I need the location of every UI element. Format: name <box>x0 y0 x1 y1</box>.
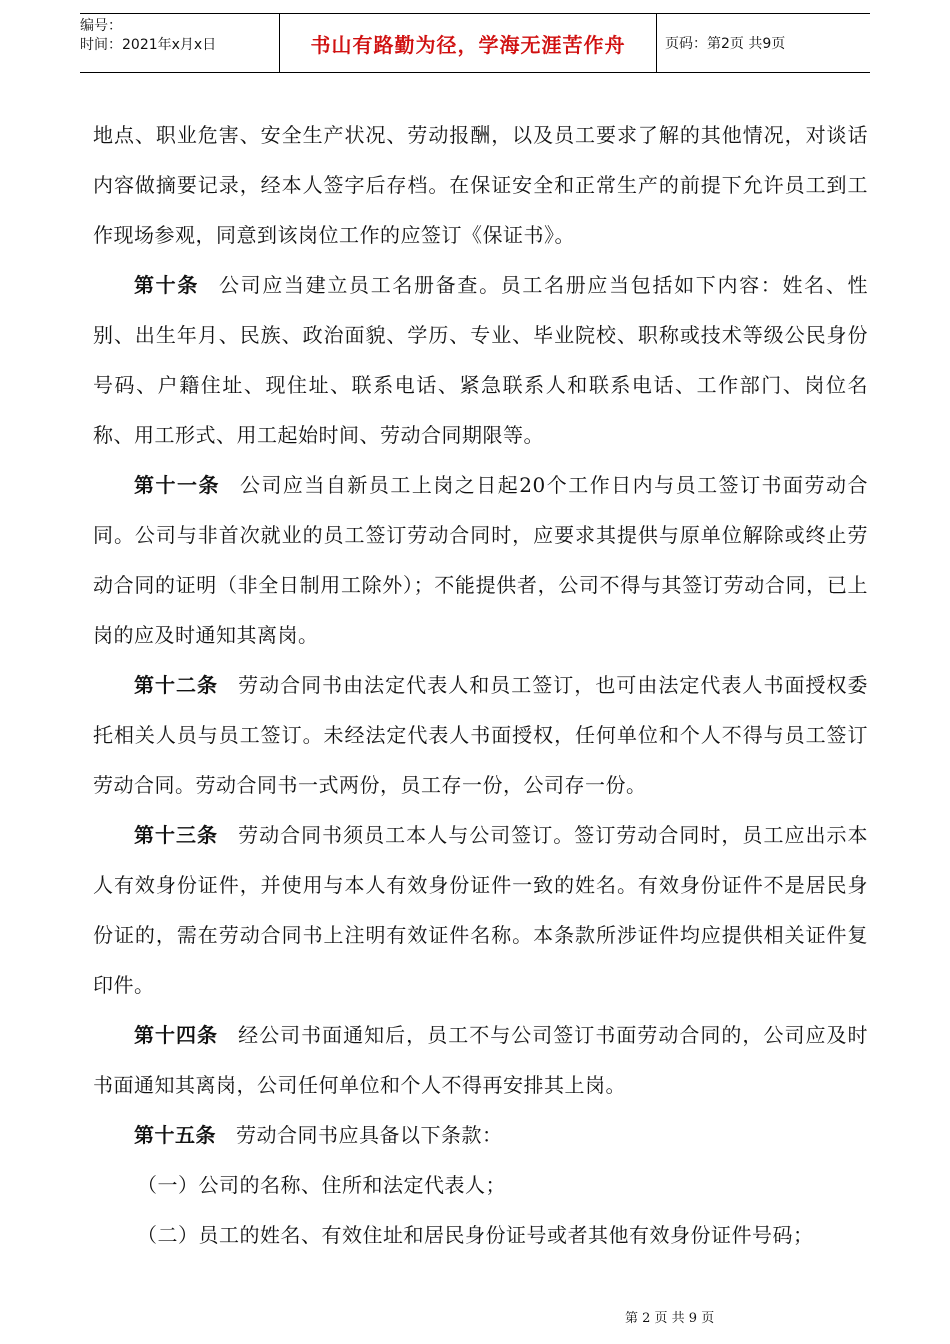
article-title: 第十三条 <box>134 823 219 847</box>
header-meta <box>80 14 280 72</box>
article-text: 公司应当自新员工上岗之日起20个工作日内与员工签订书面劳动合同。公司与非首次就业的员工签订劳动合同时，应要求其提供与原单位解除或终止劳动合同的证明（非全日制用工除外）；不能提供者，公司不得与其签订劳动合同，已上岗的应及时通知其离岗。 <box>93 473 869 647</box>
article-text: 经公司书面通知后，员工不与公司签订书面劳动合同的，公司应及时书面通知其离岗，公司任何单位和个人不得再安排其上岗。 <box>93 1023 869 1097</box>
list-item: （二）员工的姓名、有效住址和居民身份证号或者其他有效身份证件号码； <box>137 1223 814 1247</box>
article-title: 第十一条 <box>134 473 220 497</box>
document-body <box>93 110 868 1260</box>
article-text: 劳动合同书由法定代表人和员工签订，也可由法定代表人书面授权委托相关人员与员工签订。未经法定代表人书面授权，任何单位和个人不得与员工签订劳动合同。劳动合同书一式两份，员工存一份，公司存一份。 <box>93 673 869 797</box>
article-10 <box>93 260 868 460</box>
header-time-label: 时间：2021年x月x日 <box>80 37 217 53</box>
article-14 <box>93 1010 868 1110</box>
article-11 <box>93 460 868 660</box>
list-item: （一）公司的名称、住所和法定代表人； <box>137 1173 506 1197</box>
article-12 <box>93 660 868 810</box>
article-title: 第十五条 <box>134 1123 216 1147</box>
article-text: 公司应当建立员工名册备查。员工名册应当包括如下内容：姓名、性别、出生年月、民族、政治面貌、学历、专业、毕业院校、职称或技术等级公民身份号码、户籍住址、现住址、联系电话、紧急联系人和联系电话、工作部门、岗位名称、用工形式、用工起始时间、劳动合同期限等。 <box>93 273 868 447</box>
article-title: 第十四条 <box>134 1023 219 1047</box>
continuation-paragraph: 地点、职业危害、安全生产状况、劳动报酬，以及员工要求了解的其他情况，对谈话内容做摘要记录，经本人签字后存档。在保证安全和正常生产的前提下允许员工到工作现场参观，同意到该岗位工作的应签订《保证书》。 <box>93 123 868 247</box>
article-text: 劳动合同书须员工本人与公司签订。签订劳动合同时，员工应出示本人有效身份证件，并使用与本人有效身份证件一致的姓名。有效身份证件不是居民身份证的，需在劳动合同书上注明有效证件名称。本条款所涉证件均应提供相关证件复印件。 <box>93 823 869 997</box>
header-page-info: 页码：第2页 共9页 <box>665 36 786 52</box>
page-header <box>80 13 870 73</box>
article-title: 第十条 <box>134 273 200 297</box>
article-13 <box>93 810 868 1010</box>
header-motto: 书山有路勤为径，学海无涯苦作舟 <box>280 14 657 72</box>
footer-page-number: 第 2 页 共 9 页 <box>625 1311 715 1326</box>
article-title: 第十二条 <box>134 673 219 697</box>
article-15 <box>93 1110 868 1160</box>
article-text: 劳动合同书应具备以下条款： <box>236 1123 503 1147</box>
header-number-label: 编号： <box>80 18 122 34</box>
